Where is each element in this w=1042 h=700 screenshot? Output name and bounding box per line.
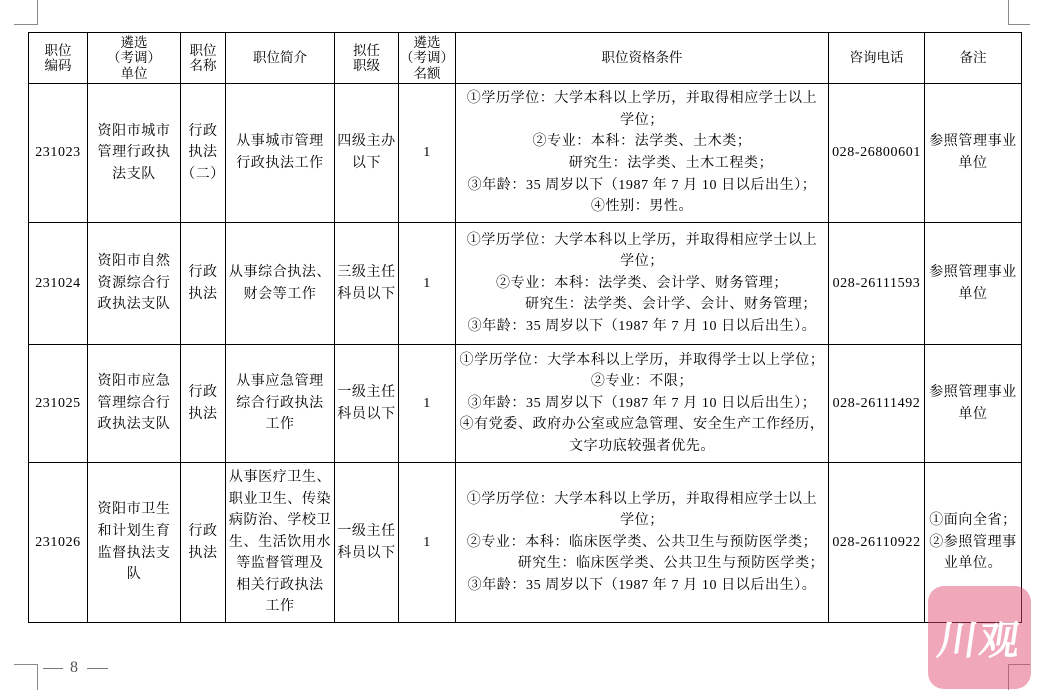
cell-line: 从事医疗卫生、 xyxy=(228,469,332,485)
cell-line: 工作 xyxy=(265,417,295,433)
quota-value: 1 xyxy=(423,395,431,411)
cell-line: 政执法支队 xyxy=(97,417,171,433)
cell-position-name xyxy=(181,345,226,463)
cell-position-intro xyxy=(226,345,335,463)
cell-unit xyxy=(88,345,181,463)
cell-grade xyxy=(335,463,399,623)
cell-position-intro xyxy=(226,84,335,223)
cell-phone xyxy=(829,463,925,623)
cell-line: 科员以下 xyxy=(337,406,396,422)
cell-phone xyxy=(829,223,925,345)
quota-value: 1 xyxy=(423,534,431,550)
quota-value: 1 xyxy=(423,145,431,161)
cell-qualifications xyxy=(456,463,829,623)
cell-line: 政执法支队 xyxy=(97,297,171,313)
qualification-line: ④有党委、政府办公室或应急管理、安全生产工作经历， xyxy=(459,417,825,433)
cell-line: 科员以下 xyxy=(337,286,396,302)
crop-mark-top-right-horizontal xyxy=(1008,24,1030,25)
qualification-line: 文字功底较强者优先。 xyxy=(569,438,715,454)
header-quota xyxy=(399,33,456,84)
cell-remarks xyxy=(925,345,1022,463)
cell-line: 资源综合行 xyxy=(97,275,171,291)
cell-remarks xyxy=(925,223,1022,345)
cell-unit xyxy=(88,223,181,345)
qualification-line: 研究生：法学类、会计学、会计、财务管理； xyxy=(525,297,817,313)
footer-dash-right xyxy=(87,668,108,669)
header-line: 遴选 xyxy=(120,34,148,50)
header-line: 编码 xyxy=(44,58,72,73)
header-position-code xyxy=(29,33,88,84)
phone-number: 028-26111492 xyxy=(832,395,921,411)
position-table xyxy=(28,32,1022,623)
cell-line: 等监督管理及 xyxy=(236,556,324,572)
cell-line: 管理行政执 xyxy=(97,145,171,161)
header-line: 名额 xyxy=(413,65,441,81)
cell-line: 管理综合行 xyxy=(97,395,171,411)
cell-line: （二） xyxy=(181,166,225,182)
cell-line: ②参照管理事 xyxy=(929,534,1017,550)
phone-number: 028-26800601 xyxy=(832,145,921,161)
header-line: 职级 xyxy=(353,58,380,73)
cell-position-name xyxy=(181,463,226,623)
cell-line: 从事应急管理 xyxy=(236,374,324,390)
crop-mark-top-left-vertical xyxy=(37,0,38,24)
qualification-line: ②专业：不限； xyxy=(590,374,694,390)
cell-unit xyxy=(88,463,181,623)
cell-line: 从事综合执法、 xyxy=(228,264,332,280)
cell-line: 单位 xyxy=(958,286,988,302)
qualification-line: 研究生：法学类、土木工程类； xyxy=(568,156,774,171)
cell-phone xyxy=(829,345,925,463)
header-position-intro xyxy=(226,33,335,84)
qualification-line: ③年龄：35 周岁以下（1987 年 7 月 10 日以后出生）。 xyxy=(467,577,817,593)
cell-qualifications xyxy=(456,345,829,463)
header-line: 职位 xyxy=(189,42,217,58)
header-line: 备注 xyxy=(959,50,987,66)
footer-dash-left xyxy=(43,668,63,669)
position-code: 231025 xyxy=(35,395,81,411)
cell-unit xyxy=(88,84,181,223)
table-row xyxy=(29,223,1022,345)
cell-line: ①面向全省； xyxy=(929,513,1017,529)
header-line: 职位 xyxy=(44,42,72,58)
cell-line: 资阳市城市 xyxy=(97,123,171,139)
cell-line: 四级主办 xyxy=(337,134,396,150)
qualification-line: ③年龄：35 周岁以下（1987 年 7 月 10 日以后出生）； xyxy=(467,177,817,193)
cell-position-code xyxy=(29,84,88,223)
cell-position-name xyxy=(181,84,226,223)
cell-line: 资阳市卫生 xyxy=(97,502,171,518)
cell-quota xyxy=(399,463,456,623)
cell-line: 执法 xyxy=(188,286,218,302)
cell-line: 参照管理事业 xyxy=(929,134,1017,150)
cell-line: 职业卫生、传染 xyxy=(228,491,332,507)
cell-line: 行政 xyxy=(188,264,218,280)
cell-line: 财会等工作 xyxy=(243,286,317,302)
cell-line: 法支队 xyxy=(112,166,156,182)
qualification-line: 研究生：临床医学类、公共卫生与预防医学类； xyxy=(517,556,825,572)
cell-line: 资阳市应急 xyxy=(97,374,171,390)
watermark-text: 川观 xyxy=(933,618,1025,664)
cell-line: 相关行政执法 xyxy=(236,577,324,593)
table-row xyxy=(29,84,1022,223)
header-line: 遴选 xyxy=(413,34,441,50)
cell-line: 生、生活饮用水 xyxy=(228,534,332,550)
cell-grade xyxy=(335,345,399,463)
cell-line: 从事城市管理 xyxy=(236,134,324,150)
cell-line: 和计划生育 xyxy=(97,523,171,539)
header-line: 拟任 xyxy=(353,42,380,58)
cell-line: 参照管理事业 xyxy=(929,264,1017,280)
cell-line: 一级主任 xyxy=(337,384,396,400)
header-line: 单位 xyxy=(120,65,148,81)
header-line: 职位资格条件 xyxy=(601,50,683,66)
cell-line: 工作 xyxy=(265,599,295,615)
cell-position-code xyxy=(29,463,88,623)
cell-line: 执法 xyxy=(188,145,218,161)
quota-value: 1 xyxy=(423,275,431,291)
cell-line: 行政 xyxy=(188,123,218,139)
cell-line: 以下 xyxy=(351,156,382,171)
qualification-line: ④性别：男性。 xyxy=(590,199,694,215)
cell-position-intro xyxy=(226,223,335,345)
header-line: （考调） xyxy=(400,50,454,66)
qualification-line: ①学历学位：大学本科以上学历，并取得相应学士以上 xyxy=(466,232,818,248)
cell-line: 参照管理事业 xyxy=(929,384,1017,400)
cell-position-name xyxy=(181,223,226,345)
crop-mark-top-left-horizontal xyxy=(14,24,38,25)
cell-line: 综合行政执法 xyxy=(236,395,324,411)
cell-qualifications xyxy=(456,223,829,345)
qualification-line: ①学历学位：大学本科以上学历，并取得相应学士以上 xyxy=(466,91,818,107)
header-remarks xyxy=(925,33,1022,84)
cell-line: 资阳市自然 xyxy=(97,254,171,270)
position-code: 231024 xyxy=(35,275,81,291)
qualification-line: ②专业：本科：临床医学类、公共卫生与预防医学类； xyxy=(466,534,818,550)
cell-phone xyxy=(829,84,925,223)
qualification-line: ①学历学位：大学本科以上学历，并取得学士以上学位； xyxy=(459,352,825,368)
cell-line: 业单位。 xyxy=(943,556,1003,572)
qualification-line: 学位； xyxy=(620,254,664,270)
qualification-line: 学位； xyxy=(620,112,664,128)
cell-line: 行政 xyxy=(188,384,218,400)
qualification-line: ②专业：本科：法学类、土木类； xyxy=(532,134,752,150)
cell-qualifications xyxy=(456,84,829,223)
cell-line: 单位 xyxy=(958,406,988,422)
page-number: 8 xyxy=(70,659,78,676)
crop-mark-top-right-vertical xyxy=(1008,0,1009,24)
header-position-name xyxy=(181,33,226,84)
header-grade xyxy=(335,33,399,84)
table-header-row xyxy=(29,33,1022,84)
cell-line: 队 xyxy=(126,567,142,583)
cell-position-code xyxy=(29,345,88,463)
cell-position-intro xyxy=(226,463,335,623)
cell-line: 执法 xyxy=(188,406,218,422)
header-line: 名称 xyxy=(189,58,217,73)
phone-number: 028-26110922 xyxy=(832,534,921,550)
header-unit xyxy=(88,33,181,84)
cell-line: 执法 xyxy=(188,545,218,561)
cell-line: 病防治、学校卫 xyxy=(228,513,332,529)
cell-line: 监督执法支 xyxy=(97,545,171,561)
header-line: （考调） xyxy=(107,50,161,66)
cell-grade xyxy=(335,223,399,345)
header-phone xyxy=(829,33,925,84)
cell-grade xyxy=(335,84,399,223)
qualification-line: ③年龄：35 周岁以下（1987 年 7 月 10 日以后出生）； xyxy=(467,395,817,411)
crop-mark-bottom-left-vertical xyxy=(37,664,38,690)
qualification-line: ②专业：本科：法学类、会计学、财务管理； xyxy=(496,275,788,291)
watermark-logo xyxy=(928,586,1031,689)
table-row xyxy=(29,463,1022,623)
cell-line: 单位 xyxy=(958,156,988,171)
cell-line: 行政 xyxy=(188,523,218,539)
cell-quota xyxy=(399,84,456,223)
header-line: 咨询电话 xyxy=(849,50,904,66)
position-code: 231023 xyxy=(35,145,81,161)
cell-position-code xyxy=(29,223,88,345)
qualification-line: 学位； xyxy=(620,513,664,529)
qualification-line: ①学历学位：大学本科以上学历，并取得相应学士以上 xyxy=(466,491,818,507)
cell-quota xyxy=(399,345,456,463)
cell-remarks xyxy=(925,84,1022,223)
table-row xyxy=(29,345,1022,463)
qualification-line: ③年龄：35 周岁以下（1987 年 7 月 10 日以后出生）。 xyxy=(467,318,817,334)
cell-quota xyxy=(399,223,456,345)
phone-number: 028-26111593 xyxy=(832,275,921,291)
header-line: 职位简介 xyxy=(253,50,307,66)
cell-line: 三级主任 xyxy=(337,264,396,280)
header-qualifications xyxy=(456,33,829,84)
position-code: 231026 xyxy=(35,534,81,550)
cell-line: 行政执法工作 xyxy=(236,156,324,171)
cell-line: 科员以下 xyxy=(337,545,396,561)
crop-mark-bottom-left-horizontal xyxy=(14,664,38,665)
cell-line: 一级主任 xyxy=(337,523,396,539)
